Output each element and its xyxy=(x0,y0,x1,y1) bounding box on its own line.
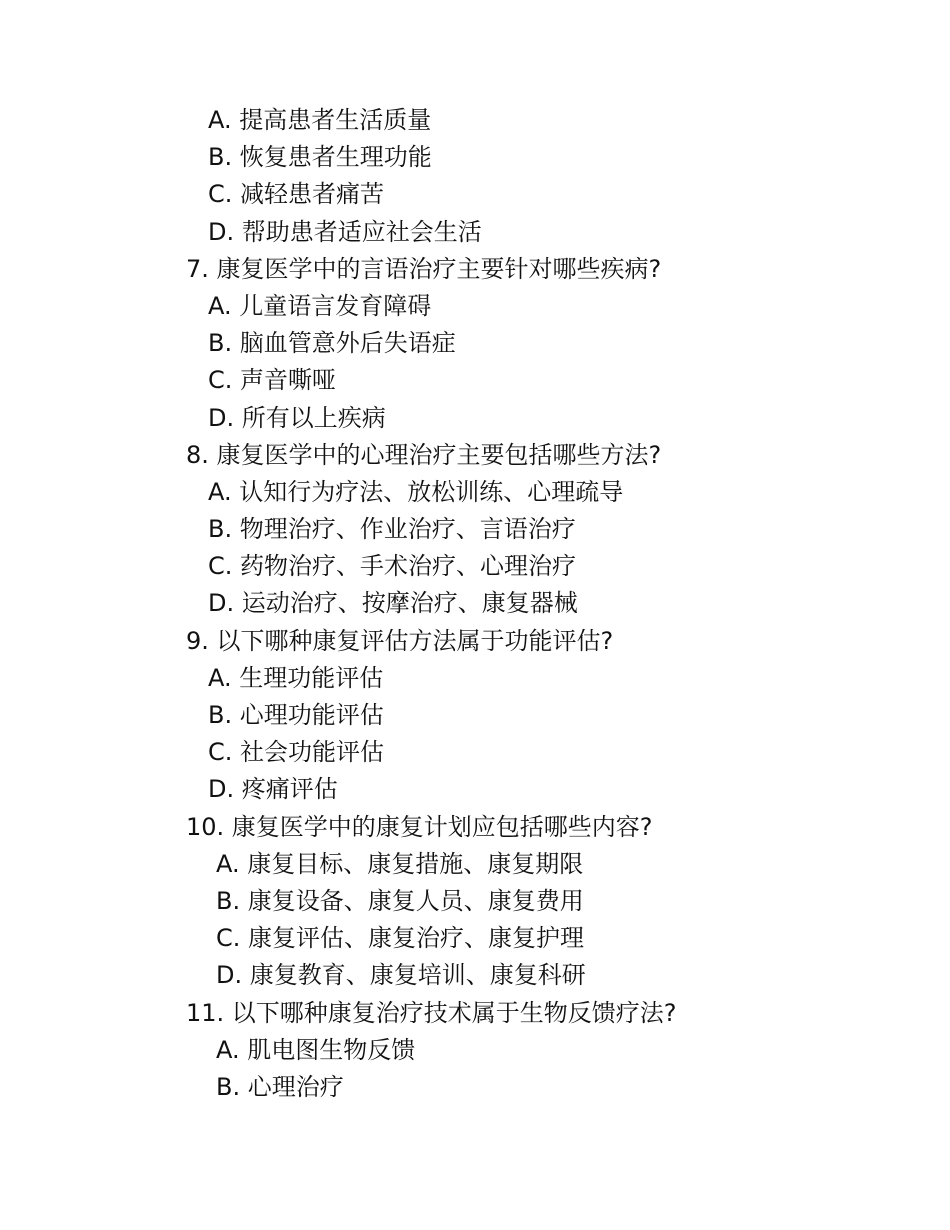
question-7-option-d: D. 所有以上疾病 xyxy=(208,403,386,432)
question-10-option-b: B. 康复设备、康复人员、康复费用 xyxy=(216,886,584,915)
question-9-option-d: D. 疼痛评估 xyxy=(208,775,338,804)
question-11: 11. 以下哪种康复治疗技术属于生物反馈疗法? xyxy=(186,998,677,1027)
question-8-option-a: A. 认知行为疗法、放松训练、心理疏导 xyxy=(208,477,624,506)
question-8-option-b: B. 物理治疗、作业治疗、言语治疗 xyxy=(208,515,576,544)
option-prev-d: D. 帮助患者适应社会生活 xyxy=(208,217,482,246)
question-list xyxy=(186,102,906,1106)
option-prev-c: C. 减轻患者痛苦 xyxy=(208,180,385,209)
question-10-option-a: A. 康复目标、康复措施、康复期限 xyxy=(216,849,584,878)
question-9: 9. 以下哪种康复评估方法属于功能评估? xyxy=(186,626,614,655)
question-11-option-a: A. 肌电图生物反馈 xyxy=(216,1035,416,1064)
question-10-option-d: D. 康复教育、康复培训、康复科研 xyxy=(216,961,586,990)
option-prev-b: B. 恢复患者生理功能 xyxy=(208,143,432,172)
question-11-option-b: B. 心理治疗 xyxy=(216,1072,344,1101)
question-9-option-c: C. 社会功能评估 xyxy=(208,738,385,767)
question-8-option-d: D. 运动治疗、按摩治疗、康复器械 xyxy=(208,589,578,618)
question-7: 7. 康复医学中的言语治疗主要针对哪些疾病? xyxy=(186,254,662,283)
question-10: 10. 康复医学中的康复计划应包括哪些内容? xyxy=(186,812,653,841)
question-7-option-b: B. 脑血管意外后失语症 xyxy=(208,329,456,358)
question-8-option-c: C. 药物治疗、手术治疗、心理治疗 xyxy=(208,552,577,581)
question-7-option-c: C. 声音嘶哑 xyxy=(208,366,337,395)
question-7-option-a: A. 儿童语言发育障碍 xyxy=(208,291,432,320)
question-8: 8. 康复医学中的心理治疗主要包括哪些方法? xyxy=(186,440,662,469)
question-9-option-b: B. 心理功能评估 xyxy=(208,701,384,729)
option-prev-a: A. 提高患者生活质量 xyxy=(208,106,432,134)
question-10-option-c: C. 康复评估、康复治疗、康复护理 xyxy=(216,924,585,953)
question-9-option-a: A. 生理功能评估 xyxy=(208,663,384,692)
